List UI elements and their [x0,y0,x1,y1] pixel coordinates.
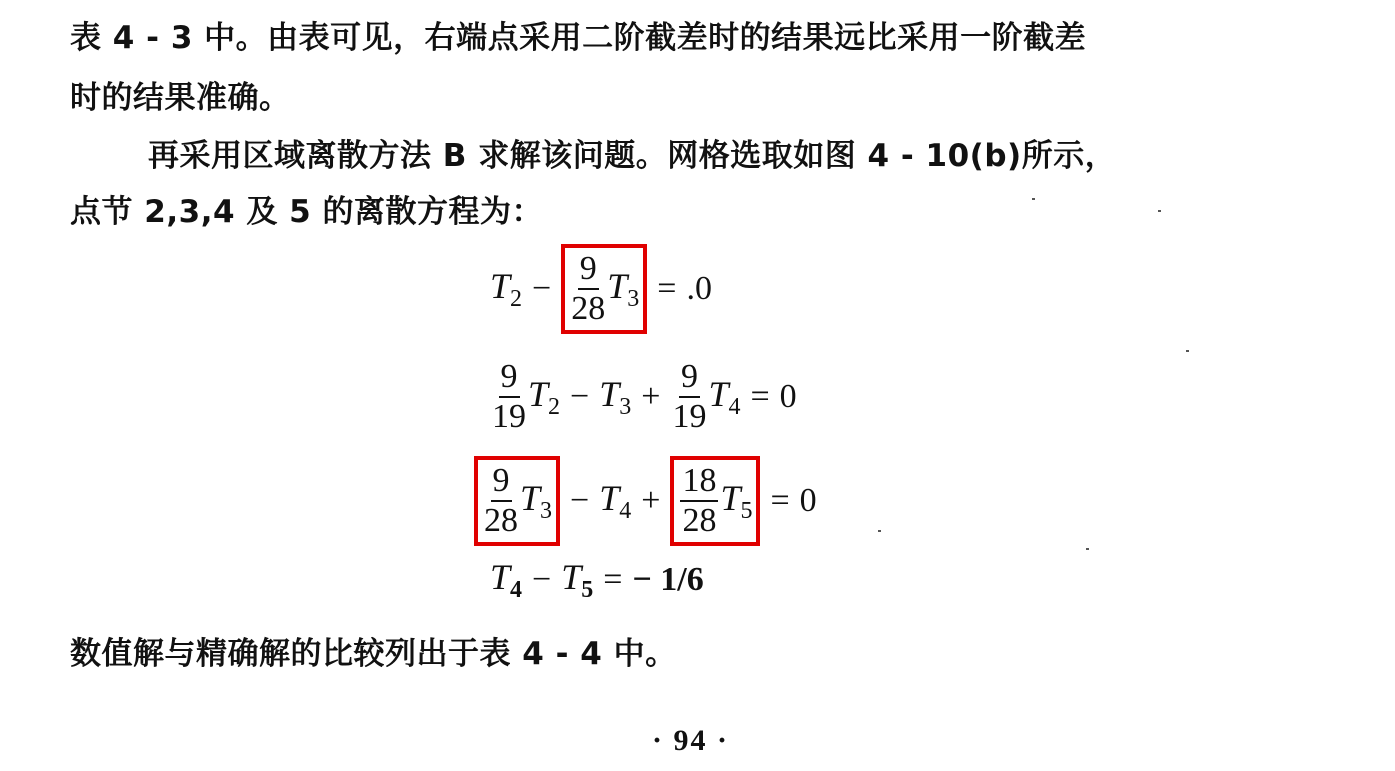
scan-speck [1186,350,1189,352]
eq1-rhs: .0 [686,270,712,307]
eq3-t5: $T_5$ [720,478,753,524]
eq3-plus: + [641,482,661,519]
eq3-minus: − [570,482,590,519]
equation-1 [490,244,712,334]
eq4-t4: $T_4$ [490,557,523,603]
eq1-t2: $T_2$ [490,266,523,312]
page-number: · 94 · [652,724,730,757]
eq1-t3: $T_3$ [607,266,640,312]
text-line-3: 再采用区域离散方法 B 求解该问题。网格选取如图 4 - 10(b)所示， [148,138,1117,174]
equation-4 [490,540,704,620]
eq1-highlight-box [561,244,647,334]
scan-speck [1158,210,1161,212]
eq3-rhs: 0 [799,482,817,519]
eq3-t4: $T_4$ [599,478,632,524]
eq2-fraction-1: $\frac{9}{19}$ [492,358,526,435]
text-line-1: 表 4 - 3 中。由表可见，右端点采用二阶截差时的结果远比采用一阶截差 [70,20,1087,56]
scan-speck [1032,198,1035,200]
eq4-minus: − [532,561,552,598]
eq4-rhs: − 1/6 [632,561,704,598]
eq3-fraction-1: $\frac{9}{28}$ [484,462,518,539]
eq3-highlight-box-1 [474,456,560,546]
eq3-equals: = [770,482,790,519]
eq4-equals: = [603,561,623,598]
eq2-t3: $T_3$ [599,374,632,420]
eq4-t5: $T_5$ [561,557,594,603]
eq1-equals: = [657,270,677,307]
eq1-minus: − [532,270,552,307]
eq2-fraction-2: $\frac{9}{19}$ [672,358,707,435]
equation-2 [490,352,797,442]
eq2-t2: $T_2$ [528,374,561,420]
scan-speck [878,530,881,532]
eq1-fraction: $\frac{9}{28}$ [571,250,606,327]
text-line-5: 数值解与精确解的比较列出于表 4 - 4 中。 [70,636,677,672]
eq2-equals: = [750,378,770,415]
eq2-t4: $T_4$ [708,374,741,420]
eq2-plus: + [641,378,661,415]
eq3-highlight-box-2 [670,456,760,546]
eq3-t3: $T_3$ [520,478,553,524]
text-line-2: 时的结果准确。 [70,80,291,116]
equation-3 [474,456,817,546]
text-line-4: 点节 2,3,4 及 5 的离散方程为： [70,194,544,230]
eq3-fraction-2: $\frac{18}{28}$ [682,462,717,539]
eq2-minus: − [570,378,590,415]
scan-speck [1086,548,1089,550]
eq2-rhs: 0 [779,378,797,415]
